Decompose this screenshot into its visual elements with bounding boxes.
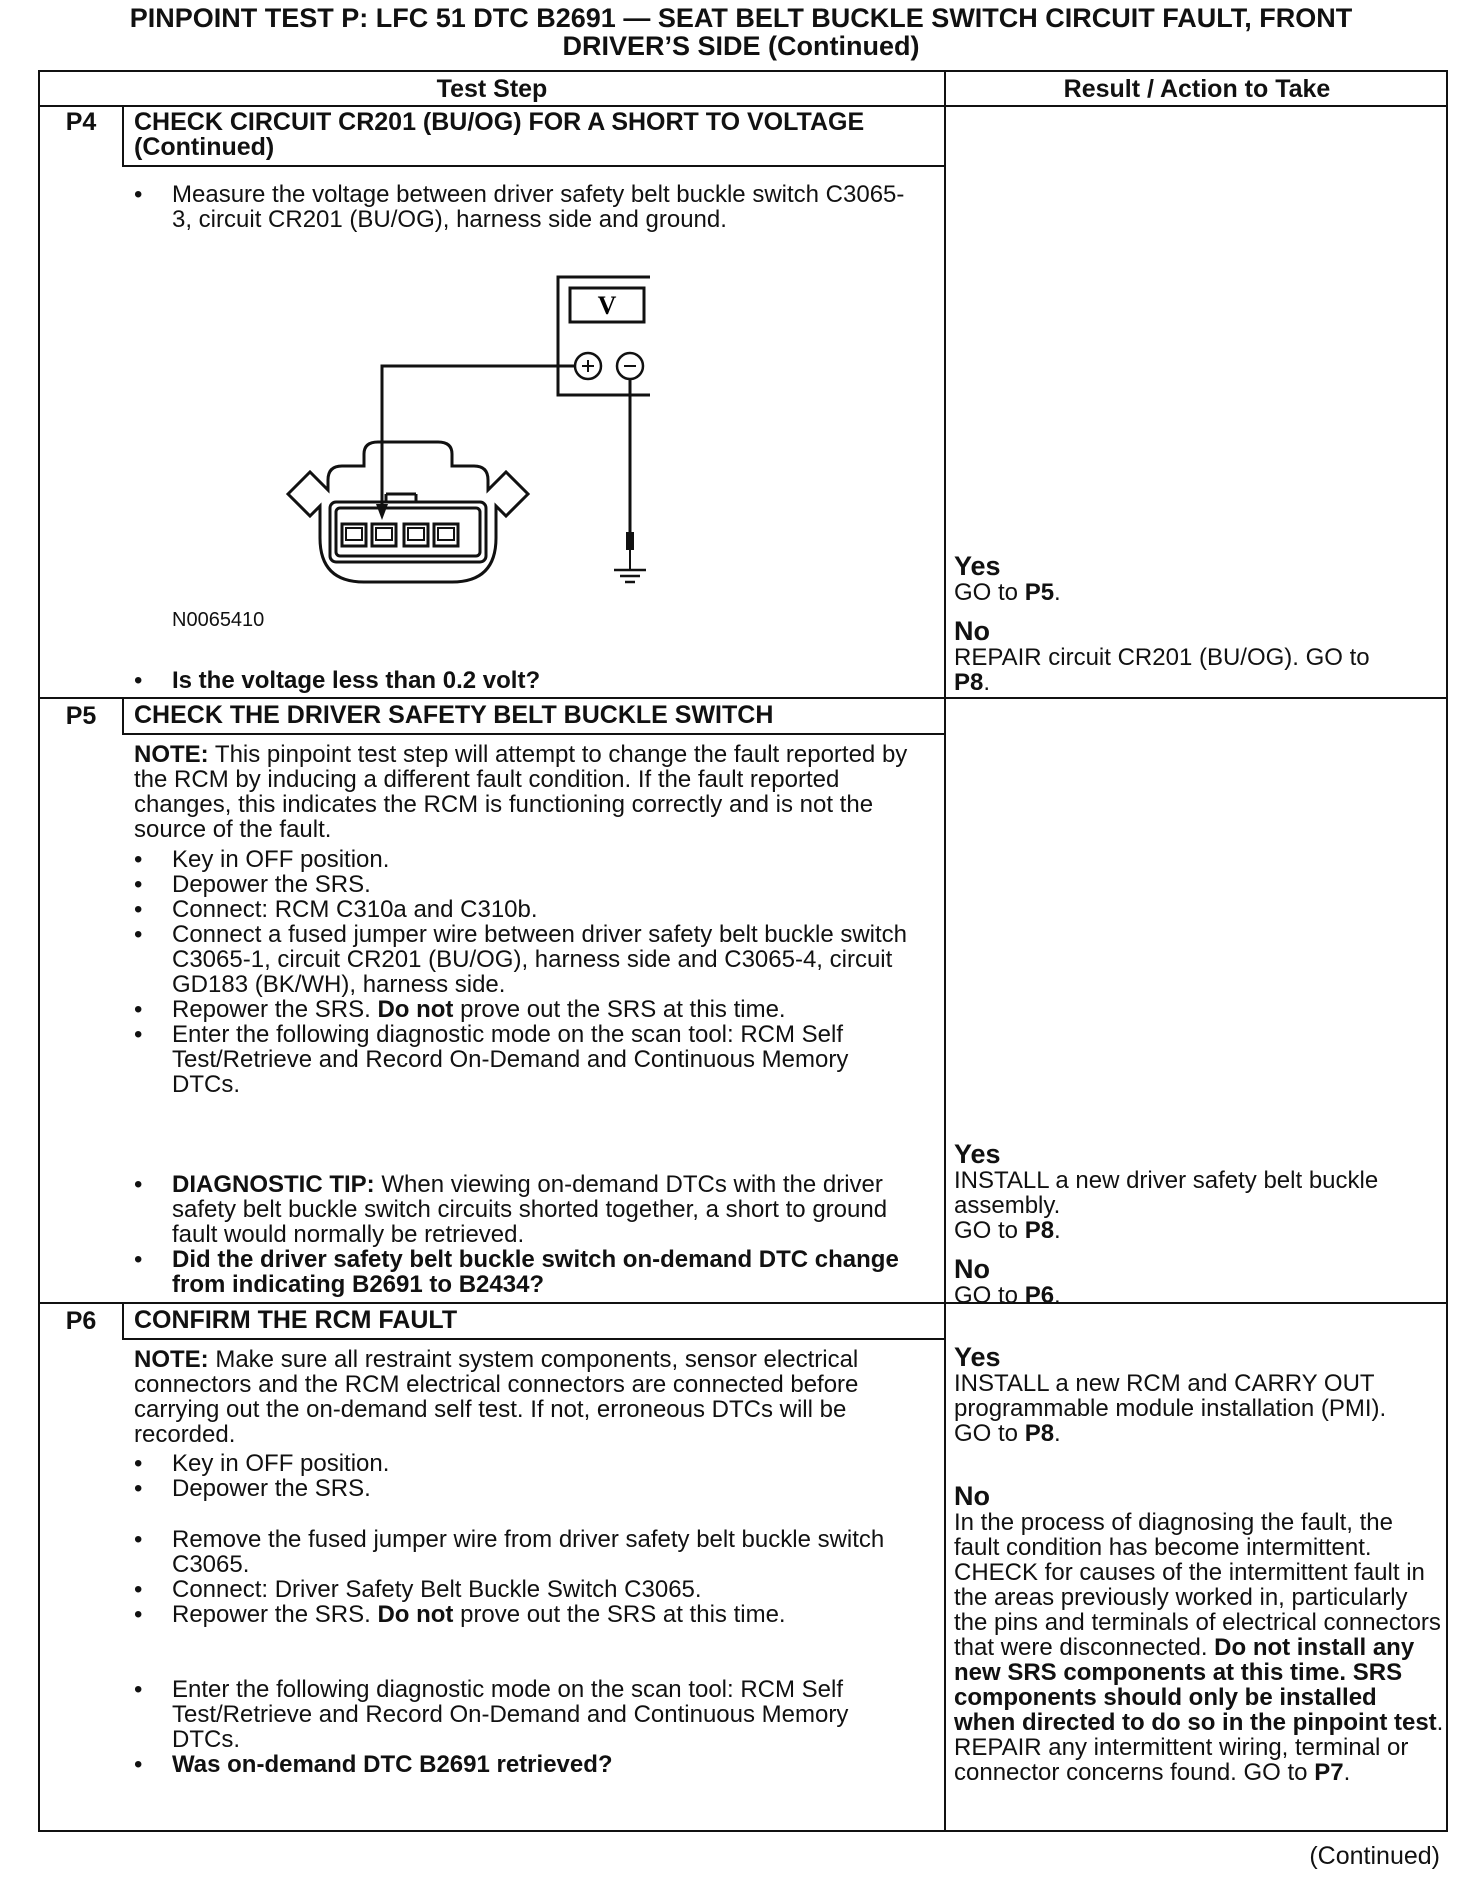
p5-question: • Did the driver safety belt buckle switch on-demand DTC change from indicating B2691 to B2434?	[134, 1247, 914, 1297]
p4-question-list	[134, 668, 914, 693]
p4-yes-action: GO to P5.	[954, 579, 1061, 606]
p4-instructions	[134, 182, 914, 232]
column-divider-result	[944, 70, 946, 1832]
p5-instructions	[134, 847, 914, 1097]
column-header-result: Result / Action to Take	[1063, 75, 1331, 103]
p5-result	[954, 1140, 1448, 1308]
continued-label: (Continued)	[1309, 1842, 1440, 1870]
voltmeter-connector-diagram	[270, 270, 650, 600]
p6-result	[954, 1343, 1448, 1785]
p5-step-repower: • Repower the SRS. Do not prove out the SRS at this time.	[134, 997, 914, 1022]
figure-id: N0065410	[172, 609, 265, 631]
p5-yes-label: Yes	[954, 1139, 1001, 1169]
page-title-line1: PINPOINT TEST P: LFC 51 DTC B2691 — SEAT BELT BUCKLE SWITCH CIRCUIT FAULT, FRONT	[129, 3, 1353, 33]
p5-step-depower: • Depower the SRS.	[134, 872, 914, 897]
page-title-line2: DRIVER’S SIDE (Continued)	[562, 31, 920, 61]
positive-lead	[382, 366, 575, 510]
p5-rule	[38, 697, 1448, 699]
page-title	[36, 4, 1446, 60]
p5-note: NOTE: This pinpoint test step will attempt to change the fault reported by the RCM by inducing a different fault condition. If the fault reported changes, this indicates the RCM is functioning correctly and is not the source of the fault.	[134, 741, 908, 843]
step-number-p4: P4	[65, 108, 97, 136]
p6-note: NOTE: Make sure all restraint system components, sensor electrical connectors and the RCM electrical connectors are connected before carrying out the on-demand self test. If not, erroneous DTCs will be recorded.	[134, 1346, 859, 1448]
p5-step-key-off: • Key in OFF position.	[134, 847, 914, 872]
p4-result	[954, 552, 1448, 695]
column-divider-stepnum-p4	[122, 106, 124, 166]
p5-yes-goto: GO to P8.	[954, 1217, 1061, 1244]
p5-step-scan-tool: • Enter the following diagnostic mode on the scan tool: RCM Self Test/Retrieve and Record On-Demand and Continuous Memory DTCs.	[134, 1022, 914, 1097]
p6-step-repower: • Repower the SRS. Do not prove out the SRS at this time.	[134, 1602, 914, 1627]
step-title-p4: CHECK CIRCUIT CR201 (BU/OG) FOR A SHORT TO VOLTAGE (Continued)	[134, 108, 865, 161]
p6-step-key-off: • Key in OFF position.	[134, 1451, 914, 1476]
p4-question: • Is the voltage less than 0.2 volt?	[134, 668, 914, 693]
p6-step-scan-tool: • Enter the following diagnostic mode on the scan tool: RCM Self Test/Retrieve and Record On-Demand and Continuous Memory DTCs.	[134, 1677, 914, 1752]
p6-step-depower: • Depower the SRS.	[134, 1476, 914, 1501]
p5-step-jumper: • Connect a fused jumper wire between driver safety belt buckle switch C3065-1, circuit CR201 (BU/OG), harness side and C3065-4, circuit GD183 (BK/WH), harness side.	[134, 922, 914, 997]
p6-no-action: In the process of diagnosing the fault, the fault condition has become intermittent. CHECK for causes of the intermittent fault in the areas previously worked in, particularly the pins and terminals of electrical connectors that were disconnected. Do not install any new SRS components at this time. SRS components should only be installed when directed to do so in the pinpoint test. REPAIR any intermittent wiring, terminal or connector concerns found. GO to P7.	[954, 1509, 1444, 1786]
p4-step-measure: • Measure the voltage between driver safety belt buckle switch C3065-3, circuit CR201 (BU/OG), harness side and ground.	[134, 182, 914, 232]
p5-diagnostic-tip: • DIAGNOSTIC TIP: When viewing on-demand DTCs with the driver safety belt buckle switch circuits shorted together, a short to ground fault would normally be retrieved.	[134, 1172, 914, 1247]
p6-yes-label: Yes	[954, 1342, 1001, 1372]
step-number-p5: P5	[65, 702, 97, 730]
ground-icon	[614, 550, 646, 582]
voltmeter-label: V	[597, 291, 617, 320]
connector-c3065-icon	[288, 442, 528, 582]
p6-yes-action: INSTALL a new RCM and CARRY OUT programmable module installation (PMI). GO to P8.	[954, 1370, 1387, 1447]
p4-title-rule	[122, 165, 944, 167]
step-title-p6: CONFIRM THE RCM FAULT	[134, 1306, 458, 1334]
p5-no-action: GO to P6.	[954, 1282, 1061, 1309]
p5-step-connect-rcm: • Connect: RCM C310a and C310b.	[134, 897, 914, 922]
step-number-p6: P6	[65, 1307, 97, 1335]
p6-no-label: No	[954, 1481, 990, 1511]
p6-instructions-b	[134, 1527, 914, 1627]
column-divider-stepnum-p5	[122, 698, 124, 734]
p5-title-rule	[122, 733, 944, 735]
p5-tip-list	[134, 1172, 914, 1297]
p6-instructions-c	[134, 1677, 914, 1777]
p5-yes-action: INSTALL a new driver safety belt buckle assembly.	[954, 1167, 1379, 1219]
p4-no-label: No	[954, 616, 990, 646]
p6-instructions-a	[134, 1451, 914, 1501]
p5-no-label: No	[954, 1254, 990, 1284]
column-header-test-step: Test Step	[436, 75, 548, 103]
p6-step-remove-jumper: • Remove the fused jumper wire from driver safety belt buckle switch C3065.	[134, 1527, 914, 1577]
p6-step-connect-switch: • Connect: Driver Safety Belt Buckle Switch C3065.	[134, 1577, 914, 1602]
p4-yes-label: Yes	[954, 551, 1001, 581]
p4-no-action: REPAIR circuit CR201 (BU/OG). GO to P8.	[954, 644, 1370, 696]
column-divider-stepnum-p6	[122, 1303, 124, 1339]
p6-question: • Was on-demand DTC B2691 retrieved?	[134, 1752, 914, 1777]
p6-title-rule	[122, 1338, 944, 1340]
step-title-p5: CHECK THE DRIVER SAFETY BELT BUCKLE SWITCH	[134, 701, 774, 729]
